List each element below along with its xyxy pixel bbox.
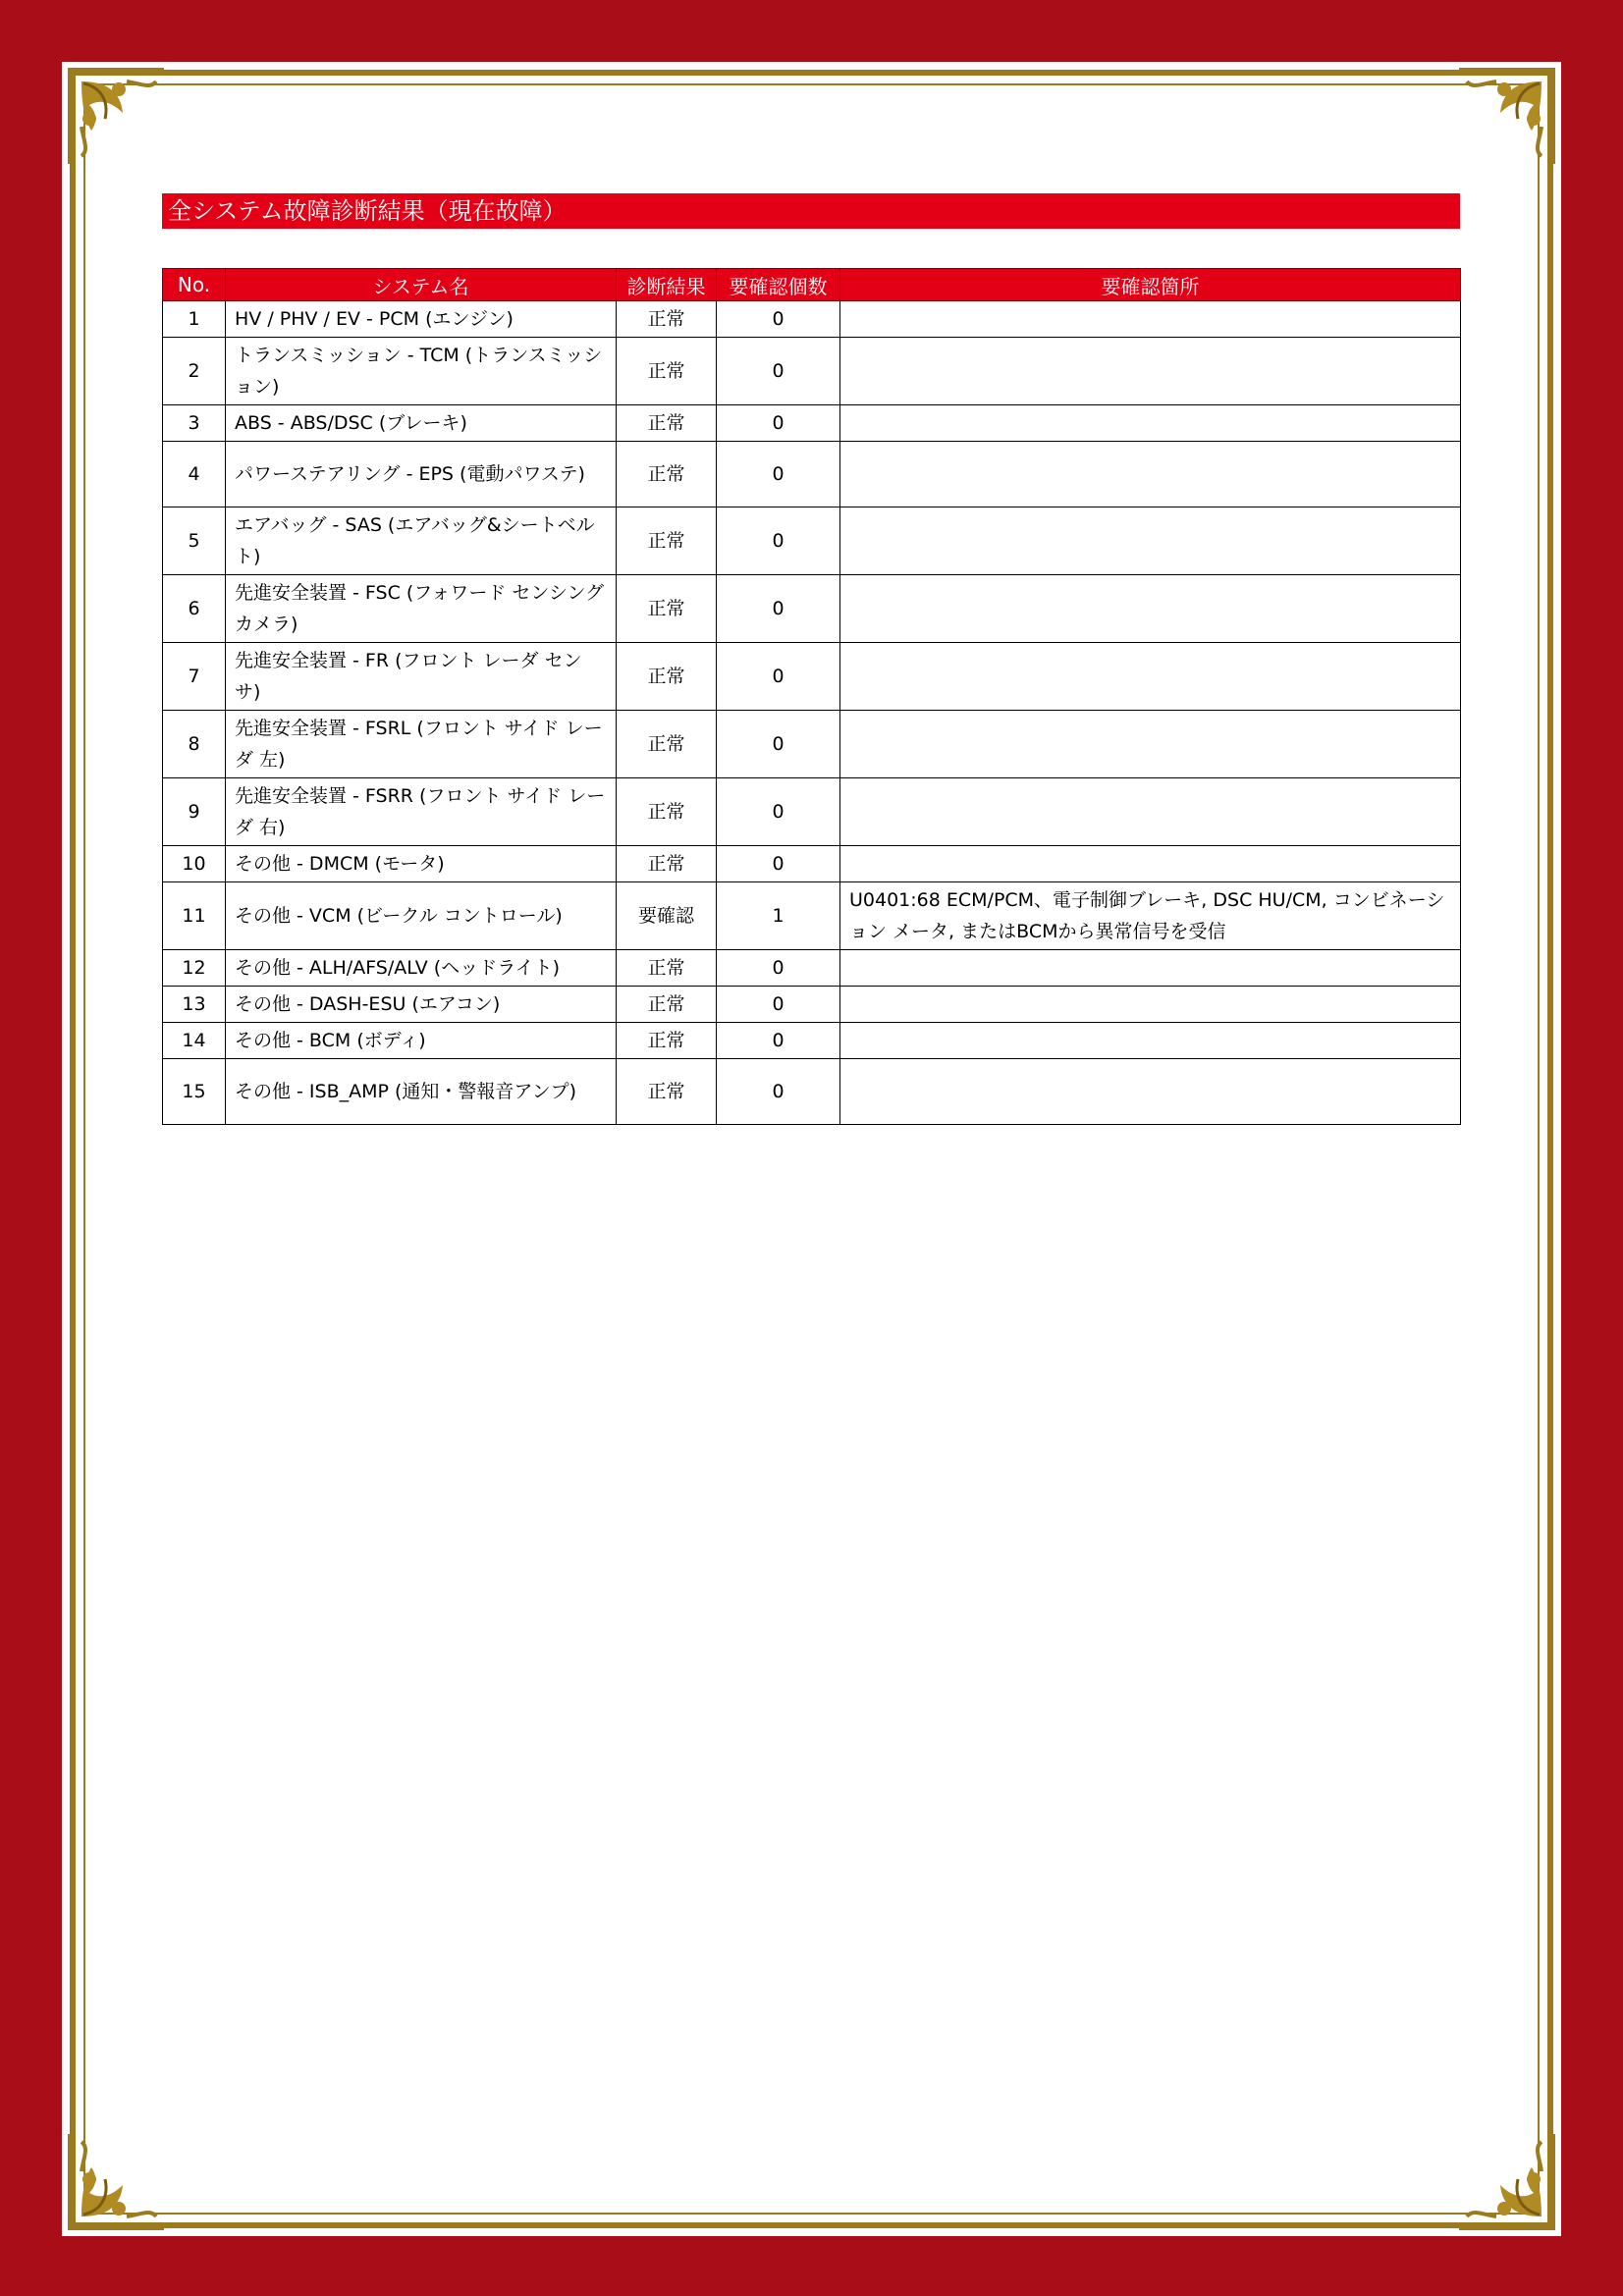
diagnosis-result: 正常: [617, 778, 717, 846]
diagnosis-result: 正常: [617, 338, 717, 405]
table-header-row: [163, 269, 1461, 301]
check-detail: [840, 987, 1461, 1023]
document-page: [62, 62, 1561, 2236]
table-row: [163, 575, 1461, 643]
system-name: ABS - ABS/DSC (ブレーキ): [226, 405, 617, 442]
corner-ornament-icon: [62, 62, 170, 170]
diagnosis-result: 正常: [617, 507, 717, 575]
diagnosis-result: 正常: [617, 987, 717, 1023]
table-row: [163, 1059, 1461, 1125]
check-count: 0: [717, 405, 840, 442]
check-detail: [840, 1059, 1461, 1125]
system-name: その他 - DASH-ESU (エアコン): [226, 987, 617, 1023]
check-detail: [840, 643, 1461, 711]
check-count: 0: [717, 575, 840, 643]
row-number: 3: [163, 405, 226, 442]
corner-ornament-icon: [62, 2128, 170, 2236]
table-row: [163, 846, 1461, 882]
system-name: パワーステアリング - EPS (電動パワステ): [226, 442, 617, 507]
check-count: 0: [717, 1059, 840, 1125]
check-count: 0: [717, 301, 840, 338]
row-number: 9: [163, 778, 226, 846]
row-number: 12: [163, 950, 226, 987]
check-detail: [840, 507, 1461, 575]
check-detail: U0401:68 ECM/PCM、電子制御ブレーキ, DSC HU/CM, コンビネーション メータ, またはBCMから異常信号を受信: [840, 882, 1461, 950]
row-number: 10: [163, 846, 226, 882]
diagnosis-result: 正常: [617, 711, 717, 778]
column-header-detail: 要確認箇所: [840, 269, 1461, 301]
table-row: [163, 442, 1461, 507]
system-name: その他 - BCM (ボディ): [226, 1023, 617, 1059]
check-count: 0: [717, 1023, 840, 1059]
system-name: 先進安全装置 - FR (フロント レーダ センサ): [226, 643, 617, 711]
diagnosis-result: 要確認: [617, 882, 717, 950]
check-detail: [840, 405, 1461, 442]
check-count: 0: [717, 846, 840, 882]
row-number: 1: [163, 301, 226, 338]
check-detail: [840, 338, 1461, 405]
column-header-no: No.: [163, 269, 226, 301]
table-row: [163, 1023, 1461, 1059]
system-name: エアバッグ - SAS (エアバッグ&シートベルト): [226, 507, 617, 575]
row-number: 15: [163, 1059, 226, 1125]
check-detail: [840, 575, 1461, 643]
system-name: 先進安全装置 - FSRL (フロント サイド レーダ 左): [226, 711, 617, 778]
table-row: [163, 950, 1461, 987]
check-count: 0: [717, 950, 840, 987]
diagnosis-result: 正常: [617, 575, 717, 643]
check-detail: [840, 846, 1461, 882]
diagnosis-result: 正常: [617, 846, 717, 882]
system-name: 先進安全装置 - FSC (フォワード センシング カメラ): [226, 575, 617, 643]
diagnosis-result: 正常: [617, 643, 717, 711]
row-number: 4: [163, 442, 226, 507]
check-detail: [840, 301, 1461, 338]
table-row: [163, 301, 1461, 338]
check-count: 0: [717, 338, 840, 405]
diagnosis-result: 正常: [617, 442, 717, 507]
check-count: 0: [717, 442, 840, 507]
row-number: 11: [163, 882, 226, 950]
table-row: [163, 507, 1461, 575]
system-name: その他 - ISB_AMP (通知・警報音アンプ): [226, 1059, 617, 1125]
system-name: その他 - ALH/AFS/ALV (ヘッドライト): [226, 950, 617, 987]
table-row: [163, 643, 1461, 711]
row-number: 14: [163, 1023, 226, 1059]
system-name: HV / PHV / EV - PCM (エンジン): [226, 301, 617, 338]
section-title: 全システム故障診断結果（現在故障）: [162, 193, 1460, 229]
system-name: トランスミッション - TCM (トランスミッション): [226, 338, 617, 405]
column-header-system: システム名: [226, 269, 617, 301]
diagnosis-result: 正常: [617, 1023, 717, 1059]
check-count: 0: [717, 778, 840, 846]
row-number: 6: [163, 575, 226, 643]
diagnosis-result: 正常: [617, 1059, 717, 1125]
row-number: 2: [163, 338, 226, 405]
check-detail: [840, 711, 1461, 778]
diagnosis-table: [162, 268, 1461, 1125]
check-count: 1: [717, 882, 840, 950]
row-number: 8: [163, 711, 226, 778]
row-number: 5: [163, 507, 226, 575]
system-name: その他 - DMCM (モータ): [226, 846, 617, 882]
corner-ornament-icon: [1453, 2128, 1561, 2236]
diagnosis-result: 正常: [617, 405, 717, 442]
row-number: 13: [163, 987, 226, 1023]
system-name: 先進安全装置 - FSRR (フロント サイド レーダ 右): [226, 778, 617, 846]
table-row: [163, 987, 1461, 1023]
column-header-count: 要確認個数: [717, 269, 840, 301]
check-detail: [840, 1023, 1461, 1059]
check-count: 0: [717, 643, 840, 711]
corner-ornament-icon: [1453, 62, 1561, 170]
check-count: 0: [717, 987, 840, 1023]
column-header-result: 診断結果: [617, 269, 717, 301]
row-number: 7: [163, 643, 226, 711]
system-name: その他 - VCM (ビークル コントロール): [226, 882, 617, 950]
diagnosis-result: 正常: [617, 950, 717, 987]
table-row: [163, 882, 1461, 950]
table-row: [163, 711, 1461, 778]
table-row: [163, 338, 1461, 405]
table-row: [163, 778, 1461, 846]
table-row: [163, 405, 1461, 442]
diagnosis-result: 正常: [617, 301, 717, 338]
check-count: 0: [717, 711, 840, 778]
check-detail: [840, 442, 1461, 507]
check-detail: [840, 950, 1461, 987]
check-detail: [840, 778, 1461, 846]
check-count: 0: [717, 507, 840, 575]
